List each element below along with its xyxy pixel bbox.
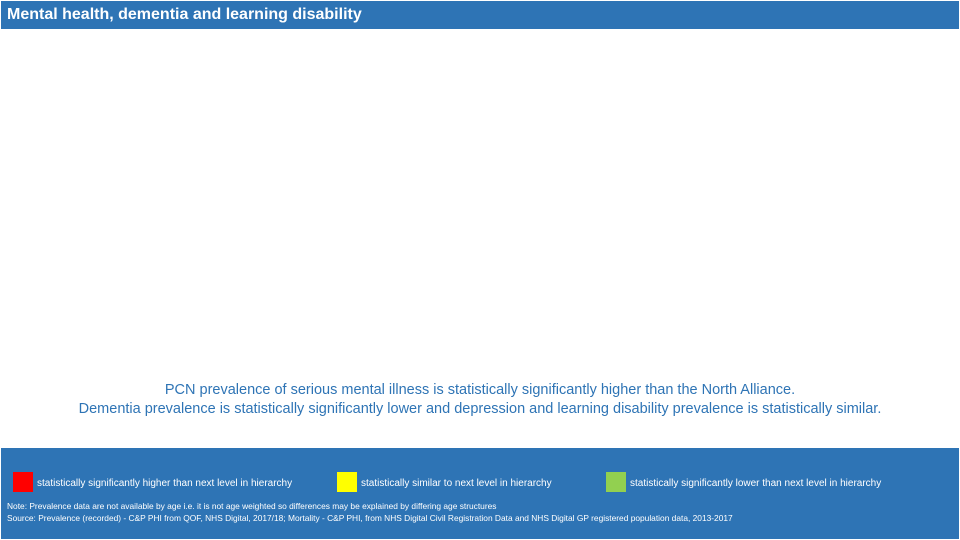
summary-line-1: PCN prevalence of serious mental illness is statistically significantly higher than the North Alliance.	[164, 382, 796, 398]
legend-label-similar: statistically similar to next level in hierarchy	[361, 478, 552, 489]
header-bar	[1, 1, 959, 29]
legend-swatch-green	[606, 472, 626, 492]
legend-label-lower: statistically significantly lower than next level in hierarchy	[630, 478, 882, 489]
legend-swatch-red	[13, 472, 33, 492]
legend-swatch-yellow	[337, 472, 357, 492]
footer-panel	[1, 448, 959, 539]
footnote: Note: Prevalence data are not available by age i.e. it is not age weighted so differences may be explained by differing age structures	[7, 501, 497, 511]
summary-text	[0, 381, 960, 419]
source-note: Source: Prevalence (recorded) - C&P PHI from QOF, NHS Digital, 2017/18; Mortality - C&P PHI, from NHS Digital Civil Registration Data and NHS Digital GP registered population data, 2013-2017	[7, 513, 733, 523]
legend-label-higher: statistically significantly higher than next level in hierarchy	[37, 478, 293, 489]
page-title: Mental health, dementia and learning disability	[7, 6, 362, 23]
summary-line-2: Dementia prevalence is statistically significantly lower and depression and learning disability prevalence is statistically similar.	[78, 401, 882, 417]
